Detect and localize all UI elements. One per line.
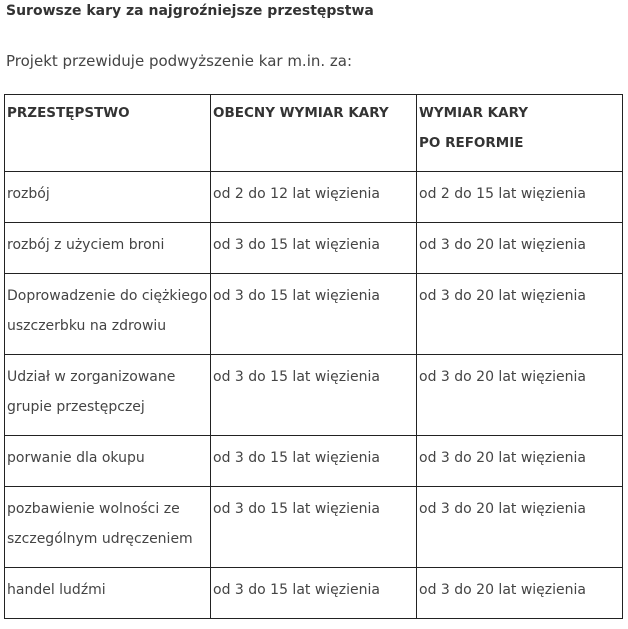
reform-penalty-cell: od 2 do 15 lat więzienia (417, 172, 623, 223)
current-penalty-cell: od 3 do 15 lat więzienia (211, 274, 417, 355)
current-penalty-cell: od 3 do 15 lat więzienia (211, 355, 417, 436)
table-header-row (5, 95, 623, 172)
current-penalty-cell: od 3 do 15 lat więzienia (211, 436, 417, 487)
reform-penalty-cell: od 3 do 20 lat więzienia (417, 487, 623, 568)
reform-penalty-cell: od 3 do 20 lat więzienia (417, 355, 623, 436)
article-title: Surowsze kary za najgroźniejsze przestępstwa (6, 3, 374, 19)
current-penalty-cell: od 3 do 15 lat więzienia (211, 568, 417, 619)
crime-cell (5, 487, 211, 568)
table-row (5, 487, 623, 568)
crime-cell (5, 172, 211, 223)
reform-penalty-cell: od 3 do 20 lat więzienia (417, 436, 623, 487)
current-penalty-cell: od 3 do 15 lat więzienia (211, 223, 417, 274)
crime-label: porwanie dla okupu (7, 450, 145, 466)
header-reform-penalty-label-line2: PO REFORMIE (419, 135, 524, 151)
reform-penalty-cell: od 3 do 20 lat więzienia (417, 223, 623, 274)
crime-label-line1: Doprowadzenie do ciężkiego (7, 288, 208, 304)
reform-penalty-cell: od 3 do 20 lat więzienia (417, 568, 623, 619)
current-penalty-cell: od 2 do 12 lat więzienia (211, 172, 417, 223)
table-row (5, 355, 623, 436)
crime-label-line1: Udział w zorganizowane (7, 369, 176, 385)
header-reform-penalty (417, 95, 623, 172)
crime-label: rozbój z użyciem broni (7, 237, 165, 253)
penalties-table (4, 94, 623, 619)
table-row (5, 568, 623, 619)
crime-cell (5, 436, 211, 487)
reform-penalty-cell: od 3 do 20 lat więzienia (417, 274, 623, 355)
header-reform-penalty-label-line1: WYMIAR KARY (419, 105, 529, 121)
header-current-penalty (211, 95, 417, 172)
current-penalty-cell: od 3 do 15 lat więzienia (211, 487, 417, 568)
crime-label-line2: grupie przestępczej (7, 399, 145, 415)
crime-cell (5, 355, 211, 436)
crime-cell (5, 274, 211, 355)
table-row (5, 223, 623, 274)
header-crime-label: PRZESTĘPSTWO (7, 105, 130, 121)
article-intro: Projekt przewiduje podwyższenie kar m.in. za: (6, 52, 353, 70)
crime-label: handel ludźmi (7, 582, 106, 598)
crime-label-line1: pozbawienie wolności ze (7, 501, 180, 517)
table-row (5, 172, 623, 223)
crime-cell (5, 223, 211, 274)
crime-label-line2: uszczerbku na zdrowiu (7, 318, 167, 334)
header-crime (5, 95, 211, 172)
header-current-penalty-label: OBECNY WYMIAR KARY (213, 105, 389, 121)
crime-label: rozbój (7, 186, 50, 202)
crime-cell (5, 568, 211, 619)
table-row (5, 436, 623, 487)
table-row (5, 274, 623, 355)
crime-label-line2: szczególnym udręczeniem (7, 531, 193, 547)
